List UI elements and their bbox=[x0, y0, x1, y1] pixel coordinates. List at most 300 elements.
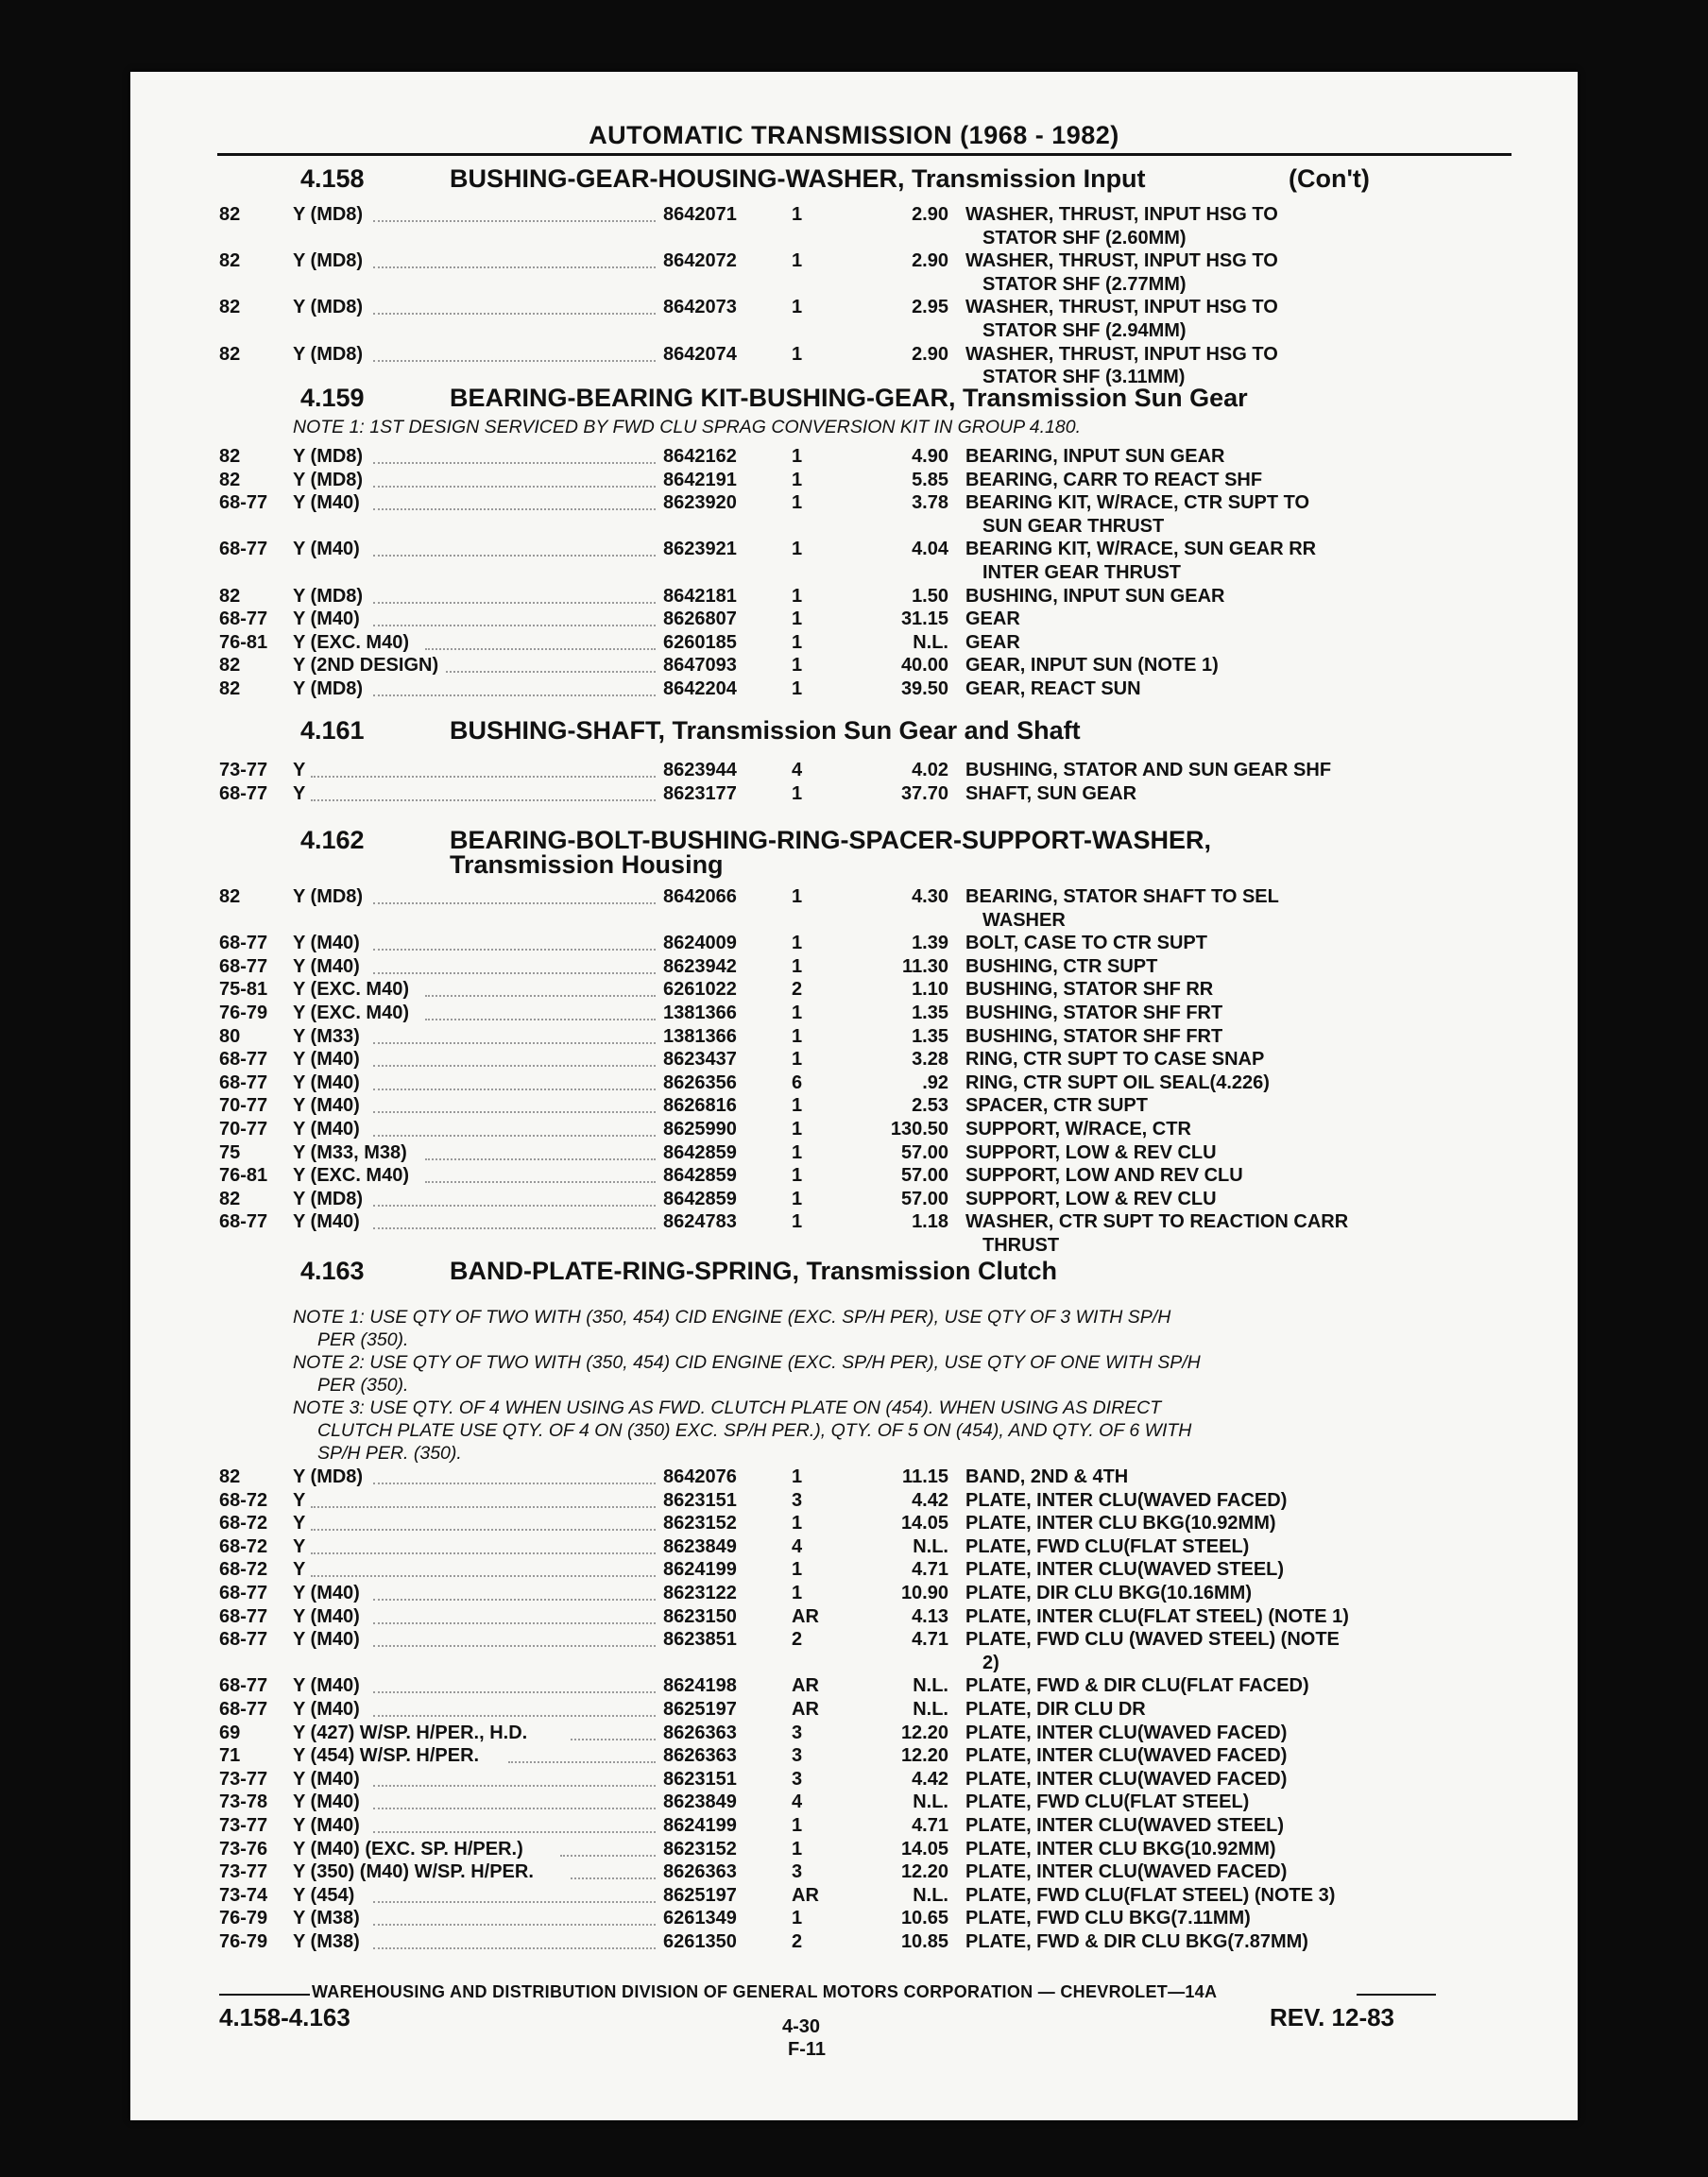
leader-dots bbox=[373, 972, 656, 974]
leader-dots bbox=[425, 1158, 656, 1160]
application: Y bbox=[293, 1535, 306, 1557]
quantity: AR bbox=[792, 1605, 819, 1627]
price: 2.90 bbox=[912, 343, 948, 365]
part-number: 8626807 bbox=[663, 609, 737, 630]
parts-row bbox=[130, 1119, 1578, 1141]
description: SUPPORT, LOW AND REV CLU bbox=[965, 1165, 1243, 1187]
model-years: 68-77 bbox=[219, 609, 268, 630]
section-number: 4.163 bbox=[300, 1257, 365, 1285]
leader-dots bbox=[373, 1691, 656, 1693]
parts-row bbox=[130, 886, 1578, 909]
application: Y bbox=[293, 1559, 306, 1581]
description: BUSHING, STATOR SHF RR bbox=[965, 979, 1214, 1001]
leader-dots bbox=[311, 1575, 656, 1577]
leader-dots bbox=[373, 1065, 656, 1067]
price: 4.71 bbox=[912, 1815, 948, 1836]
application: Y (M40) bbox=[293, 1791, 360, 1813]
application: Y bbox=[293, 1513, 306, 1534]
price: N.L. bbox=[913, 1675, 948, 1697]
part-number: 8623152 bbox=[663, 1513, 737, 1534]
description: GEAR, INPUT SUN (NOTE 1) bbox=[965, 655, 1219, 677]
section-note: NOTE 1: 1ST DESIGN SERVICED BY FWD CLU SPRAG CONVERSION KIT IN GROUP 4.180. bbox=[293, 417, 1081, 437]
quantity: 1 bbox=[792, 1815, 803, 1836]
section-number: 4.162 bbox=[300, 826, 365, 854]
section-title-line2: Transmission Housing bbox=[450, 850, 724, 879]
application: Y (MD8) bbox=[293, 1466, 364, 1487]
application: Y bbox=[293, 1489, 306, 1511]
model-years: 76-79 bbox=[219, 1908, 268, 1929]
parts-row bbox=[130, 204, 1578, 227]
application: Y (MD8) bbox=[293, 886, 364, 907]
parts-row bbox=[130, 1095, 1578, 1118]
description: BEARING, STATOR SHAFT TO SEL bbox=[965, 886, 1279, 907]
price: 2.53 bbox=[912, 1095, 948, 1117]
parts-row-continued bbox=[130, 910, 1578, 933]
application: Y (M40) bbox=[293, 1211, 360, 1233]
part-number: 8642191 bbox=[663, 469, 737, 490]
parts-row bbox=[130, 1839, 1578, 1861]
quantity: AR bbox=[792, 1675, 819, 1697]
application: Y (M40) bbox=[293, 1605, 360, 1627]
parts-row bbox=[130, 586, 1578, 609]
model-years: 68-77 bbox=[219, 1629, 268, 1651]
leader-dots bbox=[373, 508, 656, 510]
model-years: 68-72 bbox=[219, 1513, 268, 1534]
description: PLATE, DIR CLU BKG(10.16MM) bbox=[965, 1583, 1252, 1603]
description: PLATE, INTER CLU(WAVED STEEL) bbox=[965, 1559, 1285, 1581]
parts-row-continued bbox=[130, 1653, 1578, 1675]
part-number: 8626356 bbox=[663, 1071, 737, 1093]
leader-dots bbox=[373, 1901, 656, 1903]
application: Y (M38) bbox=[293, 1931, 360, 1952]
quantity: 1 bbox=[792, 609, 803, 630]
price: 10.65 bbox=[900, 1908, 948, 1929]
leader-dots bbox=[373, 1135, 656, 1137]
price: 40.00 bbox=[900, 655, 948, 677]
leader-dots bbox=[373, 949, 656, 951]
model-years: 73-77 bbox=[219, 1861, 268, 1883]
description: PLATE, INTER CLU(WAVED FACED) bbox=[965, 1489, 1288, 1511]
model-years: 70-77 bbox=[219, 1095, 268, 1117]
price: N.L. bbox=[913, 1791, 948, 1813]
part-number: 8626363 bbox=[663, 1722, 737, 1743]
page-title: AUTOMATIC TRANSMISSION (1968 - 1982) bbox=[589, 121, 1119, 149]
description: SHAFT, SUN GEAR bbox=[965, 782, 1137, 804]
title-rule bbox=[217, 153, 1512, 156]
application: Y (M40) bbox=[293, 1095, 360, 1117]
leader-dots bbox=[425, 1181, 656, 1183]
quantity: 1 bbox=[792, 297, 803, 318]
parts-row bbox=[130, 492, 1578, 515]
price: 4.13 bbox=[912, 1605, 948, 1627]
part-number: 8642074 bbox=[663, 343, 737, 365]
model-years: 82 bbox=[219, 886, 241, 907]
price: 4.42 bbox=[912, 1768, 948, 1790]
quantity: 4 bbox=[792, 1535, 803, 1557]
model-years: 68-77 bbox=[219, 1583, 268, 1603]
quantity: 1 bbox=[792, 1583, 803, 1603]
quantity: 1 bbox=[792, 1141, 803, 1163]
section-title: BUSHING-GEAR-HOUSING-WASHER, Transmission Input bbox=[450, 164, 1146, 193]
section-note: PER (350). bbox=[317, 1329, 409, 1350]
application: Y (MD8) bbox=[293, 204, 364, 225]
parts-row bbox=[130, 1026, 1578, 1049]
model-years: 82 bbox=[219, 297, 241, 318]
description-continued: STATOR SHF (2.77MM) bbox=[982, 273, 1187, 295]
parts-row bbox=[130, 1791, 1578, 1814]
leader-dots bbox=[373, 1483, 656, 1484]
application: Y (M40) bbox=[293, 1815, 360, 1836]
price: 57.00 bbox=[900, 1141, 948, 1163]
leader-dots bbox=[311, 1552, 656, 1554]
price: 4.90 bbox=[912, 446, 948, 467]
description: WASHER, CTR SUPT TO REACTION CARR bbox=[965, 1211, 1349, 1233]
section-number: 4.158 bbox=[300, 164, 365, 193]
part-number: 8624009 bbox=[663, 933, 737, 954]
parts-row bbox=[130, 609, 1578, 631]
model-years: 71 bbox=[219, 1745, 241, 1767]
part-number: 8623942 bbox=[663, 955, 737, 977]
model-years: 68-77 bbox=[219, 1049, 268, 1071]
part-number: 8642204 bbox=[663, 678, 737, 699]
model-years: 68-77 bbox=[219, 492, 268, 514]
description-continued: STATOR SHF (3.11MM) bbox=[982, 367, 1186, 388]
application: Y (MD8) bbox=[293, 585, 364, 607]
leader-dots bbox=[311, 776, 656, 778]
model-years: 76-79 bbox=[219, 1003, 268, 1023]
part-number: 8642859 bbox=[663, 1165, 737, 1187]
parts-row bbox=[130, 632, 1578, 655]
section-note: CLUTCH PLATE USE QTY. OF 4 ON (350) EXC. SP/H PER.), QTY. OF 5 ON (454), AND QTY. OF 6 WITH bbox=[317, 1420, 1192, 1441]
part-number: 8623152 bbox=[663, 1838, 737, 1860]
description-continued: THRUST bbox=[982, 1235, 1060, 1256]
quantity: 1 bbox=[792, 492, 803, 514]
part-number: 8642162 bbox=[663, 446, 737, 467]
quantity: 1 bbox=[792, 469, 803, 490]
description: PLATE, INTER CLU(WAVED FACED) bbox=[965, 1722, 1288, 1743]
price: 1.50 bbox=[912, 585, 948, 607]
footer-revision: REV. 12-83 bbox=[1270, 2003, 1395, 2031]
price: 2.95 bbox=[912, 297, 948, 318]
parts-row bbox=[130, 1699, 1578, 1722]
description-continued: 2) bbox=[982, 1652, 999, 1673]
price: 4.71 bbox=[912, 1629, 948, 1651]
part-number: 8642071 bbox=[663, 204, 737, 225]
quantity: 1 bbox=[792, 585, 803, 607]
model-years: 82 bbox=[219, 469, 241, 490]
application: Y (EXC. M40) bbox=[293, 1003, 409, 1023]
model-years: 68-77 bbox=[219, 1211, 268, 1233]
leader-dots bbox=[508, 1761, 656, 1763]
part-number: 8624198 bbox=[663, 1675, 737, 1697]
parts-row bbox=[130, 1490, 1578, 1513]
description: PLATE, FWD CLU(FLAT STEEL) bbox=[965, 1791, 1250, 1813]
part-number: 8624199 bbox=[663, 1815, 737, 1836]
description-continued: INTER GEAR THRUST bbox=[982, 562, 1181, 583]
leader-dots bbox=[560, 1855, 656, 1857]
application: Y (2ND DESIGN) bbox=[293, 655, 439, 677]
parts-row bbox=[130, 933, 1578, 955]
parts-row bbox=[130, 539, 1578, 561]
application: Y (M40) bbox=[293, 539, 360, 560]
description: BOLT, CASE TO CTR SUPT bbox=[965, 933, 1207, 954]
quantity: 1 bbox=[792, 1838, 803, 1860]
leader-dots bbox=[373, 1042, 656, 1044]
description: BUSHING, STATOR SHF FRT bbox=[965, 1025, 1223, 1047]
model-years: 82 bbox=[219, 250, 241, 272]
price: 11.15 bbox=[902, 1466, 948, 1487]
price: 37.70 bbox=[900, 782, 948, 804]
application: Y (MD8) bbox=[293, 297, 364, 318]
description: BUSHING, INPUT SUN GEAR bbox=[965, 585, 1225, 607]
leader-dots bbox=[373, 486, 656, 488]
model-years: 68-77 bbox=[219, 933, 268, 954]
application: Y (M40) bbox=[293, 609, 360, 630]
model-years: 73-76 bbox=[219, 1838, 268, 1860]
price: 1.35 bbox=[912, 1025, 948, 1047]
price: 3.78 bbox=[912, 492, 948, 514]
price: 10.90 bbox=[900, 1583, 948, 1603]
application: Y (M33, M38) bbox=[293, 1141, 407, 1163]
price: 4.02 bbox=[912, 760, 948, 780]
leader-dots bbox=[373, 462, 656, 464]
leader-dots bbox=[571, 1739, 656, 1740]
description: PLATE, INTER CLU(WAVED FACED) bbox=[965, 1745, 1288, 1767]
section-note: NOTE 2: USE QTY OF TWO WITH (350, 454) CID ENGINE (EXC. SP/H PER), USE QTY OF ONE WITH SP/H bbox=[293, 1352, 1201, 1373]
model-years: 68-77 bbox=[219, 1605, 268, 1627]
parts-row bbox=[130, 1885, 1578, 1908]
price: 2.90 bbox=[912, 250, 948, 272]
price: 12.20 bbox=[900, 1745, 948, 1767]
part-number: 8642181 bbox=[663, 585, 737, 607]
part-number: 8623944 bbox=[663, 760, 737, 780]
parts-row bbox=[130, 1211, 1578, 1234]
parts-row bbox=[130, 1583, 1578, 1605]
model-years: 75 bbox=[219, 1141, 241, 1163]
parts-row bbox=[130, 470, 1578, 492]
parts-row bbox=[130, 1513, 1578, 1535]
model-years: 68-77 bbox=[219, 955, 268, 977]
price: 31.15 bbox=[900, 609, 948, 630]
application: Y (M38) bbox=[293, 1908, 360, 1929]
application: Y (MD8) bbox=[293, 1188, 364, 1209]
parts-row bbox=[130, 1815, 1578, 1838]
leader-dots bbox=[311, 1529, 656, 1531]
model-years: 82 bbox=[219, 1188, 241, 1209]
description: BUSHING, STATOR AND SUN GEAR SHF bbox=[965, 760, 1332, 780]
description: BEARING, CARR TO REACT SHF bbox=[965, 469, 1263, 490]
price: N.L. bbox=[913, 1699, 948, 1720]
model-years: 69 bbox=[219, 1722, 241, 1743]
part-number: 8625197 bbox=[663, 1699, 737, 1720]
footer-page-number: 4-30 bbox=[782, 2016, 821, 2037]
parts-row bbox=[130, 1165, 1578, 1188]
leader-dots bbox=[373, 360, 656, 362]
leader-dots bbox=[373, 625, 656, 626]
price: 4.30 bbox=[912, 886, 948, 907]
application: Y (M40) bbox=[293, 955, 360, 977]
parts-row bbox=[130, 344, 1578, 367]
quantity: 1 bbox=[792, 539, 803, 560]
application: Y (MD8) bbox=[293, 469, 364, 490]
application: Y (M40) bbox=[293, 1583, 360, 1603]
price: 12.20 bbox=[900, 1861, 948, 1883]
description: PLATE, INTER CLU(FLAT STEEL) (NOTE 1) bbox=[965, 1605, 1349, 1627]
parts-row bbox=[130, 250, 1578, 273]
quantity: 1 bbox=[792, 446, 803, 467]
parts-row bbox=[130, 956, 1578, 979]
leader-dots bbox=[373, 1831, 656, 1833]
part-number: 8623151 bbox=[663, 1489, 737, 1511]
description: BUSHING, CTR SUPT bbox=[965, 955, 1158, 977]
section-title: BUSHING-SHAFT, Transmission Sun Gear and Shaft bbox=[450, 716, 1081, 745]
quantity: 4 bbox=[792, 760, 803, 780]
leader-dots bbox=[425, 648, 656, 650]
model-years: 68-72 bbox=[219, 1559, 268, 1581]
price: 57.00 bbox=[900, 1188, 948, 1209]
quantity: 1 bbox=[792, 1466, 803, 1487]
leader-dots bbox=[373, 1088, 656, 1090]
description: PLATE, FWD CLU(FLAT STEEL) (NOTE 3) bbox=[965, 1884, 1336, 1906]
price: .92 bbox=[922, 1071, 948, 1093]
description: PLATE, INTER CLU(WAVED FACED) bbox=[965, 1768, 1288, 1790]
leader-dots bbox=[373, 1785, 656, 1787]
application: Y (MD8) bbox=[293, 250, 364, 272]
part-number: 8642073 bbox=[663, 297, 737, 318]
price: 1.35 bbox=[912, 1003, 948, 1023]
model-years: 82 bbox=[219, 678, 241, 699]
description: WASHER, THRUST, INPUT HSG TO bbox=[965, 297, 1278, 318]
application: Y (M40) bbox=[293, 1675, 360, 1697]
section-note: SP/H PER. (350). bbox=[317, 1443, 462, 1464]
part-number: 8647093 bbox=[663, 655, 737, 677]
catalog-page bbox=[130, 72, 1578, 2120]
parts-row bbox=[130, 446, 1578, 469]
leader-dots bbox=[311, 799, 656, 801]
model-years: 68-77 bbox=[219, 539, 268, 560]
parts-row bbox=[130, 783, 1578, 806]
footer-division: WAREHOUSING AND DISTRIBUTION DIVISION OF GENERAL MOTORS CORPORATION — CHEVROLET—14A bbox=[312, 1982, 1218, 2001]
application: Y (M40) bbox=[293, 1071, 360, 1093]
parts-row bbox=[130, 1861, 1578, 1884]
application: Y (M33) bbox=[293, 1025, 360, 1047]
price: 14.05 bbox=[900, 1513, 948, 1534]
model-years: 73-78 bbox=[219, 1791, 268, 1813]
leader-dots bbox=[373, 266, 656, 268]
footer-section-range: 4.158-4.163 bbox=[219, 2003, 350, 2031]
price: 2.90 bbox=[912, 204, 948, 225]
leader-dots bbox=[373, 602, 656, 604]
quantity: 3 bbox=[792, 1489, 803, 1511]
section-number: 4.161 bbox=[300, 716, 365, 745]
parts-row bbox=[130, 655, 1578, 677]
quantity: 3 bbox=[792, 1768, 803, 1790]
quantity: 1 bbox=[792, 250, 803, 272]
part-number: 8624783 bbox=[663, 1211, 737, 1233]
model-years: 75-81 bbox=[219, 979, 268, 1001]
part-number: 8623150 bbox=[663, 1605, 737, 1627]
leader-dots bbox=[373, 220, 656, 222]
quantity: 2 bbox=[792, 1931, 803, 1952]
leader-dots bbox=[373, 694, 656, 696]
price: 12.20 bbox=[900, 1722, 948, 1743]
parts-row-continued bbox=[130, 228, 1578, 250]
part-number: 1381366 bbox=[663, 1003, 737, 1023]
part-number: 8642072 bbox=[663, 250, 737, 272]
parts-row-continued bbox=[130, 1235, 1578, 1258]
application: Y (EXC. M40) bbox=[293, 631, 409, 653]
parts-row bbox=[130, 1072, 1578, 1095]
model-years: 73-77 bbox=[219, 1768, 268, 1790]
part-number: 8623849 bbox=[663, 1791, 737, 1813]
application: Y bbox=[293, 760, 306, 780]
section-note: NOTE 1: USE QTY OF TWO WITH (350, 454) CID ENGINE (EXC. SP/H PER), USE QTY OF 3 WITH SP/H bbox=[293, 1307, 1171, 1328]
application: Y (EXC. M40) bbox=[293, 1165, 409, 1187]
parts-row bbox=[130, 1908, 1578, 1930]
quantity: 1 bbox=[792, 655, 803, 677]
part-number: 8623849 bbox=[663, 1535, 737, 1557]
parts-row bbox=[130, 760, 1578, 782]
application: Y (M40) bbox=[293, 1699, 360, 1720]
model-years: 73-74 bbox=[219, 1884, 268, 1906]
quantity: 2 bbox=[792, 1629, 803, 1651]
parts-row bbox=[130, 1931, 1578, 1954]
description: PLATE, INTER CLU BKG(10.92MM) bbox=[965, 1838, 1276, 1860]
model-years: 68-72 bbox=[219, 1535, 268, 1557]
price: 4.71 bbox=[912, 1559, 948, 1581]
price: N.L. bbox=[913, 1535, 948, 1557]
part-number: 8625990 bbox=[663, 1119, 737, 1140]
application: Y bbox=[293, 782, 306, 804]
description: SUPPORT, LOW & REV CLU bbox=[965, 1141, 1217, 1163]
quantity: 1 bbox=[792, 631, 803, 653]
parts-row bbox=[130, 1745, 1578, 1768]
description: BAND, 2ND & 4TH bbox=[965, 1466, 1129, 1487]
description: PLATE, DIR CLU DR bbox=[965, 1699, 1146, 1720]
price: 1.10 bbox=[912, 979, 948, 1001]
description: PLATE, FWD & DIR CLU BKG(7.87MM) bbox=[965, 1931, 1308, 1952]
price: 4.04 bbox=[912, 539, 948, 560]
quantity: 1 bbox=[792, 1211, 803, 1233]
parts-row bbox=[130, 979, 1578, 1002]
quantity: 1 bbox=[792, 933, 803, 954]
price: 10.85 bbox=[900, 1931, 948, 1952]
quantity: 1 bbox=[792, 782, 803, 804]
application: Y (427) W/SP. H/PER., H.D. bbox=[293, 1722, 528, 1743]
price: 11.30 bbox=[902, 955, 948, 977]
part-number: 8642859 bbox=[663, 1141, 737, 1163]
part-number: 6261022 bbox=[663, 979, 737, 1001]
model-years: 68-77 bbox=[219, 782, 268, 804]
part-number: 8624199 bbox=[663, 1559, 737, 1581]
quantity: 1 bbox=[792, 1025, 803, 1047]
parts-row bbox=[130, 1466, 1578, 1489]
parts-row bbox=[130, 1003, 1578, 1025]
leader-dots bbox=[373, 555, 656, 557]
description: SPACER, CTR SUPT bbox=[965, 1095, 1148, 1117]
description: BEARING KIT, W/RACE, SUN GEAR RR bbox=[965, 539, 1317, 560]
description: PLATE, FWD & DIR CLU(FLAT FACED) bbox=[965, 1675, 1309, 1697]
parts-row bbox=[130, 1049, 1578, 1071]
parts-row bbox=[130, 1629, 1578, 1652]
parts-row bbox=[130, 1769, 1578, 1791]
description: WASHER, THRUST, INPUT HSG TO bbox=[965, 343, 1278, 365]
part-number: 8623151 bbox=[663, 1768, 737, 1790]
application: Y (350) (M40) W/SP. H/PER. bbox=[293, 1861, 534, 1883]
model-years: 70-77 bbox=[219, 1119, 268, 1140]
part-number: 8623122 bbox=[663, 1583, 737, 1603]
part-number: 8626363 bbox=[663, 1745, 737, 1767]
